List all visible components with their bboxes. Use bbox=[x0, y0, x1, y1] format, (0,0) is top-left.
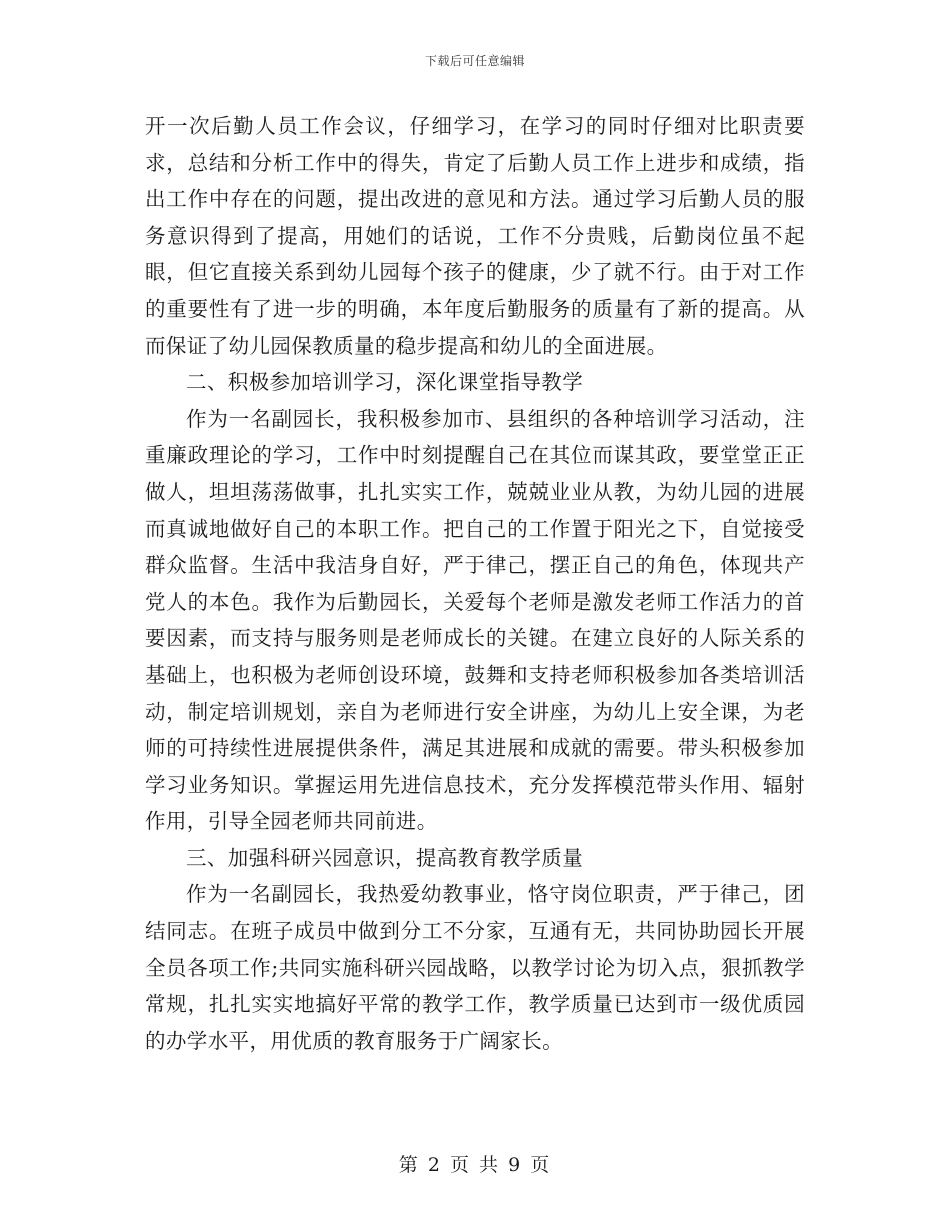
document-body bbox=[145, 108, 805, 1059]
footer-suffix: 页 bbox=[530, 1154, 552, 1176]
footer-total-pages: 9 bbox=[508, 1154, 523, 1176]
paragraph-section-3: 作为一名副园长，我热爱幼教事业，恪守岗位职责，严于律己，团结同志。在班子成员中做到分工不分家，互通有无，共同协助园长开展全员各项工作;共同实施科研兴园战略，以教学讨论为切入点，狠抓教学常规，扎扎实实地搞好平常的教学工作，教学质量已达到市一级优质园的办学水平，用优质的教育服务于广阔家长。 bbox=[145, 882, 805, 1053]
section-heading-2: 二、积极参加培训学习，深化课堂指导教学 bbox=[186, 370, 584, 395]
header-note: 下载后可任意编辑 bbox=[424, 54, 525, 68]
footer-middle: 页 共 bbox=[449, 1154, 501, 1176]
section-heading-3: 三、加强科研兴园意识，提高教育教学质量 bbox=[186, 845, 584, 870]
page-footer bbox=[0, 1150, 950, 1177]
paragraph-continuation: 开一次后勤人员工作会议，仔细学习，在学习的同时仔细对比职责要求，总结和分析工作中的得失，肯定了后勤人员工作上进步和成绩，指出工作中存在的问题，提出改进的意见和方法。通过学习后勤人员的服务意识得到了提高，用她们的话说，工作不分贵贱，后勤岗位虽不起眼，但它直接关系到幼儿园每个孩子的健康，少了就不行。由于对工作的重要性有了进一步的明确，本年度后勤服务的质量有了新的提高。从而保证了幼儿园保教质量的稳步提高和幼儿的全面进展。 bbox=[145, 114, 805, 358]
footer-prefix: 第 bbox=[398, 1154, 420, 1176]
footer-current-page: 2 bbox=[427, 1154, 442, 1176]
paragraph-section-2: 作为一名副园长，我积极参加市、县组织的各种培训学习活动，注重廉政理论的学习，工作中时刻提醒自己在其位而谋其政，要堂堂正正做人，坦坦荡荡做事，扎扎实实工作，兢兢业业从教，为幼儿园的进展而真诚地做好自己的本职工作。把自己的工作置于阳光之下，自觉接受群众监督。生活中我洁身自好，严于律己，摆正自己的角色，体现共产党人的本色。我作为后勤园长，关爱每个老师是激发老师工作活力的首要因素，而支持与服务则是老师成长的关键。在建立良好的人际关系的基础上，也积极为老师创设环境，鼓舞和支持老师积极参加各类培训活动，制定培训规划，亲自为老师进行安全讲座，为幼儿上安全课，为老师的可持续性进展提供条件，满足其进展和成就的需要。带头积极参加学习业务知识。掌握运用先进信息技术，充分发挥模范带头作用、辐射作用，引导全园老师共同前进。 bbox=[145, 406, 805, 834]
